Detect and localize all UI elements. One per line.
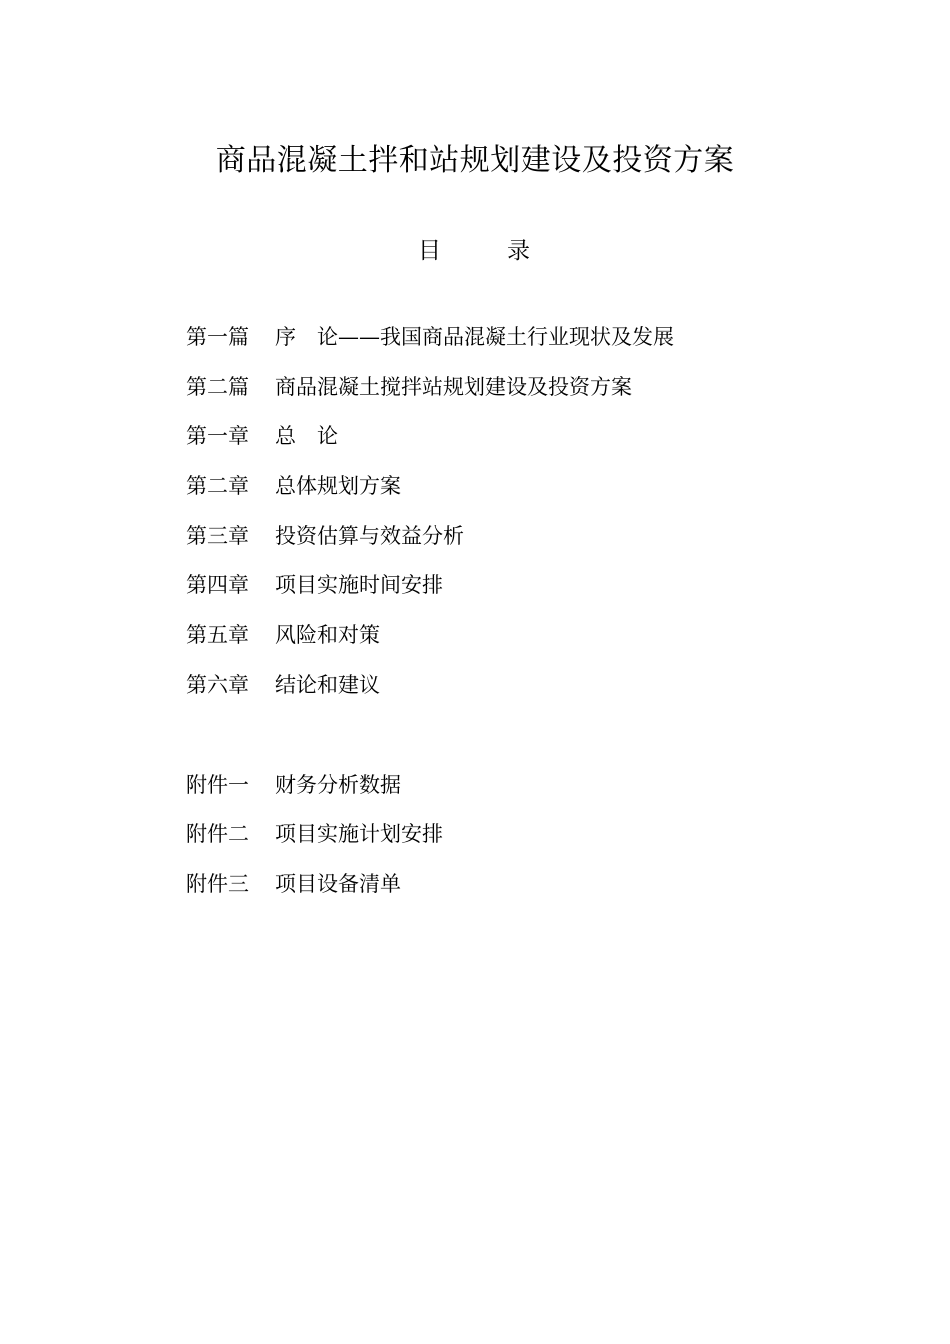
toc-entry	[186, 519, 674, 569]
toc-entry-title: 投资估算与效益分析	[275, 523, 464, 548]
toc-entry-number: 第一章	[186, 424, 249, 449]
toc-appendix-number: 附件一	[186, 772, 249, 797]
toc-entry-number: 第一篇	[186, 325, 249, 349]
toc-entry-title: 结论和建议	[275, 672, 380, 697]
document-title: 商品混凝土拌和站规划建设及投资方案	[215, 143, 735, 178]
toc-entry-title: 项目实施时间安排	[275, 573, 443, 598]
toc-entry-number: 第五章	[186, 623, 249, 648]
toc-entry-number: 第四章	[186, 573, 249, 598]
toc-entry-number: 第六章	[186, 672, 249, 697]
toc-appendix-title: 项目设备清单	[275, 871, 401, 896]
toc-heading	[0, 234, 950, 268]
toc-entry	[186, 668, 674, 718]
toc-entry	[186, 370, 674, 420]
toc-entry	[186, 469, 674, 519]
table-of-contents	[186, 320, 674, 917]
toc-appendix-entry	[186, 768, 674, 818]
toc-appendix-title: 项目实施计划安排	[275, 822, 443, 847]
toc-entry	[186, 419, 674, 469]
toc-appendix-entry	[186, 817, 674, 867]
toc-entry-title: 商品混凝土搅拌站规划建设及投资方案	[275, 374, 632, 399]
toc-entry	[186, 320, 674, 370]
toc-entry-title: 总体规划方案	[275, 474, 401, 499]
toc-entry-title: 总 论	[275, 424, 338, 449]
toc-entry-number: 第二篇	[186, 374, 249, 399]
toc-appendix-title: 财务分析数据	[275, 772, 401, 797]
toc-appendix-entry	[186, 867, 674, 917]
toc-heading-char-1: 目	[418, 238, 441, 264]
toc-appendix-number: 附件三	[186, 871, 249, 896]
toc-entry-title: 序 论——我国商品混凝土行业现状及发展	[275, 325, 674, 349]
toc-entry	[186, 618, 674, 668]
toc-entry-number: 第三章	[186, 523, 249, 548]
toc-heading-char-2: 录	[507, 238, 530, 264]
toc-entry	[186, 568, 674, 618]
toc-appendix-number: 附件二	[186, 822, 249, 847]
toc-entry-number: 第二章	[186, 474, 249, 499]
toc-entry-title: 风险和对策	[275, 623, 380, 648]
